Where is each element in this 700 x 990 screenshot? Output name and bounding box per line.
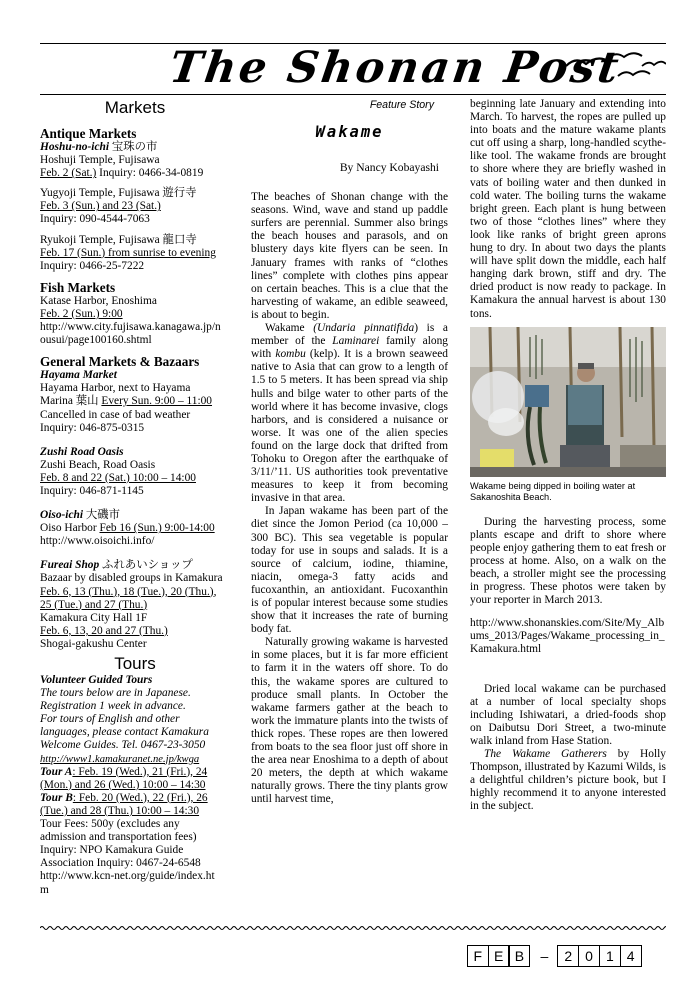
market-date: Feb. 8 and 22 (Sat.) 10:00 – 14:00: [40, 471, 196, 484]
date-cell: 4: [620, 945, 642, 967]
fish-heading: Fish Markets: [40, 279, 116, 295]
oiso-url[interactable]: http://www.oisoichi.info/: [40, 535, 155, 548]
market-date: Feb. 6, 13, 20 and 27 (Thu.): [40, 624, 168, 637]
market-date: Feb. 6, 13 (Thu.), 18 (Tue.), 20 (Thu.),: [40, 585, 217, 598]
date-cell: 1: [599, 945, 621, 967]
tours-heading: Tours: [114, 654, 156, 673]
article-paragraph: Naturally growing wakame is harvested in some places, but it is far more efficient to farm it in the waters off shore. To do this, the wakame spores are cultured to produce small plants. In October the wakame farmers gather at the beach to work the immature plants into the twists of thick ropes. These ropes are then lowered from boats to the sea floor just off shore in the area near Enoshima to a depth of about 20 meters, the depth at which wakame naturally grows. There the tiny plants grow until harvest time,: [251, 636, 448, 806]
market-name: Hoshu-no-ichi: [40, 141, 109, 153]
article-paragraph: In Japan wakame has been part of the diet since the Jomon Period (ca 10,000 – 300 BC). This sea vegetable is popular today for use in soups and salads. It is a source of calcium, iodine, thiamine, niacin, omega-3 fatty acids and fucoxanthin, an antioxidant. Fucoxanthin is of popular interest because some studies show that it increases the rate of burning body fat.: [251, 505, 448, 636]
article-paragraph: The Wakame Gatherers by Holly Thompson, illustrated by Kazumi Wilds, is a delightful children’s picture book, but I highly recommend it to anyone interested in the subject.: [470, 748, 666, 813]
general-heading: General Markets & Bazaars: [40, 354, 200, 370]
photo-caption: Wakame being dipped in boiling water at Sakanoshita Beach.: [470, 480, 636, 502]
birds-icon: [546, 48, 666, 82]
antique-heading: Antique Markets: [40, 126, 137, 141]
article-paragraph: beginning late January and extending into March. To harvest, the ropes are pulled up into boats and the mature wakame plants cut off using a sharp, long-handled scythe-like tool. The wakame fronds are brought to shore where they are briefly washed in vats of boiling water and then dunked in cold water. The boiling turns the wakame bright green. Each plant is hung between two of those “clothes lines” where they look like ranks of bright green aprons hung to dry. In about two days the plants will have split down the middle, each half hanging dark brown, stiff and dry. The dried product is now ready to package. In Kamakura the annual harvest is about 130 tons.: [470, 98, 666, 320]
antique-item: Hoshu-no-ichi 宝珠の市 Hoshuji Temple, Fujisawa Feb. 2 (Sat.) Inquiry: 0466-34-0819: [40, 141, 204, 180]
market-date: 25 (Tue.) and 27 (Thu.): [40, 598, 148, 611]
masthead-title: The Shonan Post: [166, 43, 625, 93]
article-paragraph: During the harvesting process, some plants escape and drift to shore where people enjoy gathering them to eat fresh or process at home. Also, on a walk on the beach, a stroller might see the processing in progress. These photos were taken by your reporter in March 2013.: [470, 515, 666, 607]
antique-item: Ryukoji Temple, Fujisawa 龍口寺 Feb. 17 (Sun.) from sunrise to evening Inquiry: 0466-25-7222: [40, 234, 230, 273]
market-name: Fureai Shop: [40, 559, 100, 572]
article-paragraph: Wakame (Undaria pinnatifida) is a member of the Laminarei family along with kombu (kelp). It is a brown seaweed native to Asia that can grow to a length of 1.5 to 5 meters. It has been spread via ship hulls and bilge water to other parts of the world where it has become invasive, clogs harbors, and is considered a nuisance or worse. It was one of the alien species found on the large dock that drifted from Tohoku to Oregon after the earthquake of 3/11/’11. US authorities took preventative measures to keep it from becoming invasive in that area.: [251, 322, 448, 505]
tour-b-label: Tour B: [40, 791, 73, 804]
feature-column-continued: [470, 98, 666, 813]
feature-label: Feature Story: [369, 99, 434, 111]
date-cell: B: [508, 945, 530, 967]
market-name: Zushi Road Oasis: [40, 445, 124, 458]
market-name: Oiso-ichi: [40, 509, 84, 522]
article-paragraph: Dried local wakame can be purchased at a number of local specialty shops including Ishiwatari, a dried-foods shop on Daibutsu Dori Street, a two-minute walk inland from Hase Station.: [470, 682, 666, 747]
antique-item: Yugyoji Temple, Fujisawa 遊行寺 Feb. 3 (Sun.) and 23 (Sat.) Inquiry: 090-4544-7063: [40, 187, 230, 226]
listings-column: Markets Antique Markets Hoshu-no-ichi 宝珠の市 Hoshuji Temple, Fujisawa Feb. 2 (Sat.) Inquiry: 0466-34-0819 Yugyoji Temple, Fujisawa 遊行寺 Feb. 3 (Sun.) and 23 (Sat.) Inquiry: 090-4544-7063 Ryukoji Temple, Fujisawa 龍口寺 Feb. 17 (Sun.) from sunrise to evening Inquiry: 0466-25-7222 Fish Markets Katase Harbor, Enoshima Feb. 2 (Sun.) 9:00 http://www.city.fujisawa.kanagawa.jp/n ousui/page100160.shtml General Markets & Bazaars Hayama Market Hayama Harbor, next to Hayama Marina 葉山 Every Sun. 9:00 – 11:00 Cancelled in case of bad weather Inquiry: 046-875-0315 Zushi Road Oasis Zushi Beach, Road Oasis Feb. 8 and 22 (Sat.) 10:00 – 14:00 Inquiry: 046-871-1145 Oiso-ichi 大磯市 Oiso Harbor Feb 16 (Sun.) 9:00-14:00 http://www.oisoichi.info/ Fureai Shop ふれあいショップ Bazaar by disabled groups in Kamakura Feb. 6, 13 (Thu.), 18 (Tue.), 20 (Thu.), 25 (Tue.) and 27 (Thu.) Kamakura City Hall 1F Feb. 6, 13, 20 and 27 (Thu.) Shogai-gakushu Center Tours Volunteer Guided Tours The tours below are in Japanese. Registration 1 week in advance. For tours of English and other languages, please contact Kamakura Welcome Guides. Tel. 0467-23-3050 http://www1.kamakuranet.ne.jp/kwga Tour A: Feb. 19 (Wed.), 21 (Fri.), 24 (Mon.) and 26 (Wed.) 10:00 – 14:30 Tour B: Feb. 20 (Wed.), 22 (Fri.), 26 (Tue.) and 28 (Thu.) 10:00 – 14:30 Tour Fees: 500y (excludes any admission and transportation fees) Inquiry: NPO Kamakura Guide Association Inquiry: 0467-24-6548 http://www.kcn-net.org/guide/index.ht m: [40, 98, 230, 897]
date-dash: –: [540, 948, 549, 964]
markets-heading: Markets: [104, 98, 166, 117]
date-cell: 2: [557, 945, 579, 967]
date-cell: F: [467, 945, 489, 967]
byline: By Nancy Kobayashi: [339, 161, 439, 174]
issue-date: [468, 945, 642, 967]
masthead-rule: [40, 94, 666, 95]
market-date: Every Sun. 9:00 – 11:00: [101, 395, 213, 408]
article-paragraph: The beaches of Shonan change with the seasons. Wind, wave and stand up paddle surfers are perennial. Summer also brings the beach houses and parasols, and on blustery days kite flyers can be seen. In January frames with ranks of “clothes lines” complete with clothes pins appear on certain beaches. This is a clue that the harvesting of wakame, an edible seaweed, is about to begin.: [251, 191, 448, 321]
market-date: Feb. 3 (Sun.) and 23 (Sat.): [40, 200, 161, 213]
tours-subheading: Volunteer Guided Tours: [40, 674, 153, 686]
tours-notes: The tours below are in Japanese. Registration 1 week in advance. For tours of English and other languages, please contact Kamakura Welcome Guides. Tel. 0467-23-3050 http://www1.kamakuranet.ne.jp/kwga: [40, 687, 230, 766]
tours-url[interactable]: http://www1.kamakuranet.ne.jp/kwga: [40, 753, 200, 765]
feature-column: [251, 98, 448, 807]
source-url[interactable]: http://www.shonanskies.com/Site/My_Albums_2013/Pages/Wakame_processing_in_Kamakura.html: [470, 617, 665, 656]
market-date: Feb 16 (Sun.) 9:00-14:00: [99, 522, 215, 535]
guide-url[interactable]: http://www.kcn-net.org/guide/index.ht: [40, 870, 215, 883]
market-name: Hayama Market: [40, 369, 117, 382]
market-date: Feb. 2 (Sat.): [40, 167, 97, 180]
market-date: Feb. 17 (Sun.) from sunrise to evening: [40, 246, 216, 259]
article-title: Wakame: [315, 123, 384, 141]
wavy-divider: [40, 924, 666, 932]
date-cell: E: [488, 945, 510, 967]
fish-url[interactable]: http://www.city.fujisawa.kanagawa.jp/n: [40, 321, 221, 334]
tour-a-label: Tour A: [40, 765, 73, 778]
wakame-photo: [470, 327, 666, 477]
date-cell: 0: [578, 945, 600, 967]
market-date: Feb. 2 (Sun.) 9:00: [40, 307, 123, 320]
